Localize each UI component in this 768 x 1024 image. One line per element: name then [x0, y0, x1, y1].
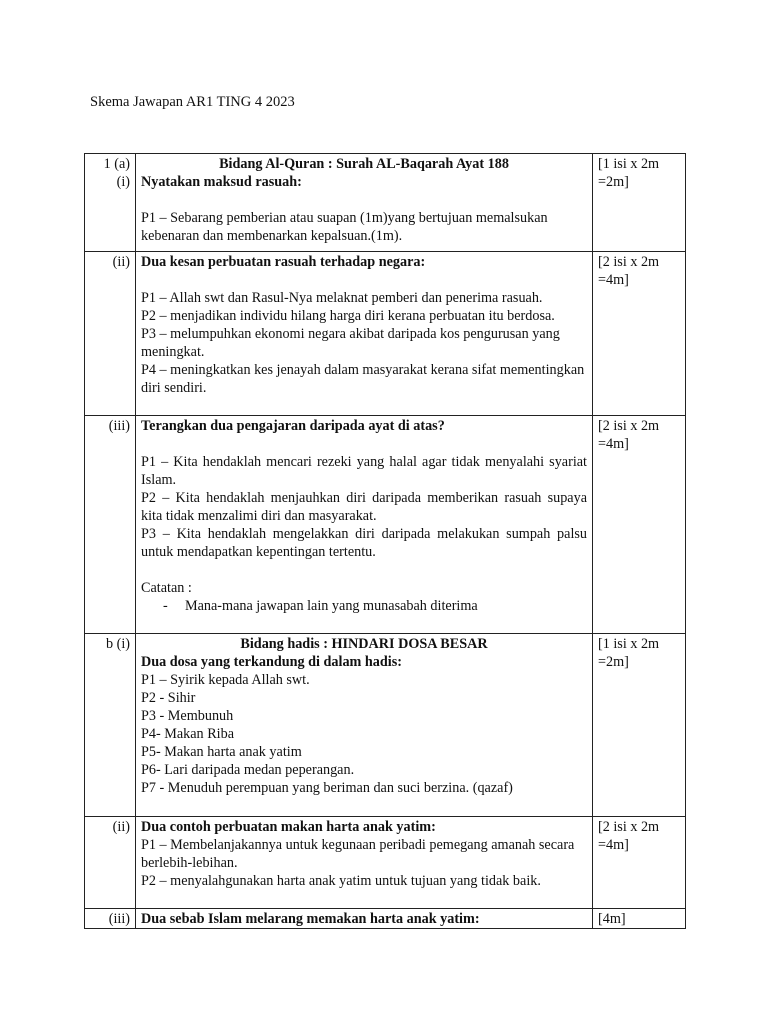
answer-scheme-table: [84, 153, 686, 929]
sub-question-number: (iii): [108, 418, 130, 434]
question-text: Dua kesan perbuatan rasuah terhadap negara:: [141, 254, 426, 270]
answer-point: P3 - Membunuh: [141, 708, 234, 724]
answer-point: P4- Makan Riba: [141, 726, 234, 742]
marks-total: =2m]: [598, 654, 629, 670]
marks-text: [4m]: [598, 911, 626, 927]
answer-point: P5- Makan harta anak yatim: [141, 744, 302, 760]
answer-cell: [136, 909, 593, 929]
marks-text: [1 isi x 2m: [598, 636, 660, 652]
question-text: Dua sebab Islam melarang memakan harta anak yatim:: [141, 911, 480, 927]
table-row: [85, 817, 686, 909]
sub-question-number: (ii): [112, 819, 130, 835]
question-number-cell: [85, 416, 136, 634]
sub-question-number: (ii): [112, 254, 130, 270]
note-item: [141, 597, 587, 615]
answer-point: P2 – menyalahgunakan harta anak yatim untuk tujuan yang tidak baik.: [141, 873, 541, 889]
answer-point: P1 – Syirik kepada Allah swt.: [141, 672, 310, 688]
answer-point: P7 - Menuduh perempuan yang beriman dan suci berzina. (qazaf): [141, 780, 513, 796]
table-row: [85, 252, 686, 416]
note-dash: -: [163, 598, 168, 614]
marks-text: [2 isi x 2m: [598, 254, 660, 270]
sub-question-number: (i): [116, 174, 130, 190]
answer-cell: [136, 817, 593, 909]
marks-text: [2 isi x 2m: [598, 418, 660, 434]
marks-cell: [593, 634, 686, 817]
answer-point: P1 – Membelanjakannya untuk kegunaan peribadi pemegang amanah secara berlebih-lebihan.: [141, 837, 575, 871]
question-number-cell: [85, 817, 136, 909]
marks-cell: [593, 416, 686, 634]
marks-cell: [593, 252, 686, 416]
answer-point: P6- Lari daripada medan peperangan.: [141, 762, 355, 778]
marks-cell: [593, 909, 686, 929]
marks-total: =2m]: [598, 174, 629, 190]
question-number-cell: [85, 252, 136, 416]
marks-text: [1 isi x 2m: [598, 156, 660, 172]
marks-cell: [593, 817, 686, 909]
sub-question-number: (iii): [108, 911, 130, 927]
answer-point: P3 – Kita hendaklah mengelakkan diri daripada melakukan sumpah palsu untuk mendapatkan kepentingan tertentu.: [141, 526, 587, 560]
answer-cell: [136, 154, 593, 252]
question-text: Nyatakan maksud rasuah:: [141, 174, 302, 190]
answer-cell: [136, 252, 593, 416]
section-heading: Bidang Al-Quran : Surah AL-Baqarah Ayat 188: [219, 156, 509, 172]
table-row: [85, 909, 686, 929]
question-number-cell: [85, 154, 136, 252]
question-number-cell: [85, 634, 136, 817]
table-row: [85, 416, 686, 634]
answer-point: P4 – meningkatkan kes jenayah dalam masyarakat kerana sifat mementingkan diri sendiri.: [141, 362, 585, 396]
question-text: Dua dosa yang terkandung di dalam hadis:: [141, 654, 402, 670]
answer-point: P2 – Kita hendaklah menjauhkan diri daripada memberikan rasuah supaya kita tidak menzalimi diri dan masyarakat.: [141, 490, 587, 524]
marks-total: =4m]: [598, 436, 629, 452]
question-number-cell: [85, 909, 136, 929]
note-text: Mana-mana jawapan lain yang munasabah diterima: [185, 598, 478, 614]
question-text: Terangkan dua pengajaran daripada ayat di atas?: [141, 418, 445, 434]
table-row: [85, 634, 686, 817]
answer-point: P2 - Sihir: [141, 690, 196, 706]
question-number: b (i): [105, 636, 130, 652]
marks-total: =4m]: [598, 272, 629, 288]
marks-cell: [593, 154, 686, 252]
question-number: 1 (a): [103, 156, 130, 172]
document-title: Skema Jawapan AR1 TING 4 2023: [90, 94, 295, 110]
answer-cell: [136, 634, 593, 817]
note-label: Catatan :: [141, 580, 192, 596]
marks-total: =4m]: [598, 837, 629, 853]
answer-point: P1 – Allah swt dan Rasul-Nya melaknat pemberi dan penerima rasuah.: [141, 290, 543, 306]
answer-point: P1 – Kita hendaklah mencari rezeki yang halal agar tidak menyalahi syariat Islam.: [141, 454, 587, 488]
marks-text: [2 isi x 2m: [598, 819, 660, 835]
answer-point: P2 – menjadikan individu hilang harga diri kerana perbuatan itu berdosa.: [141, 308, 555, 324]
answer-point: P1 – Sebarang pemberian atau suapan (1m)yang bertujuan memalsukan kebenaran dan membenarkan kepalsuan.(1m).: [141, 210, 548, 244]
question-text: Dua contoh perbuatan makan harta anak yatim:: [141, 819, 436, 835]
section-heading: Bidang hadis : HINDARI DOSA BESAR: [240, 636, 488, 652]
table-row: [85, 154, 686, 252]
answer-point: P3 – melumpuhkan ekonomi negara akibat daripada kos pengurusan yang meningkat.: [141, 326, 560, 360]
answer-cell: [136, 416, 593, 634]
